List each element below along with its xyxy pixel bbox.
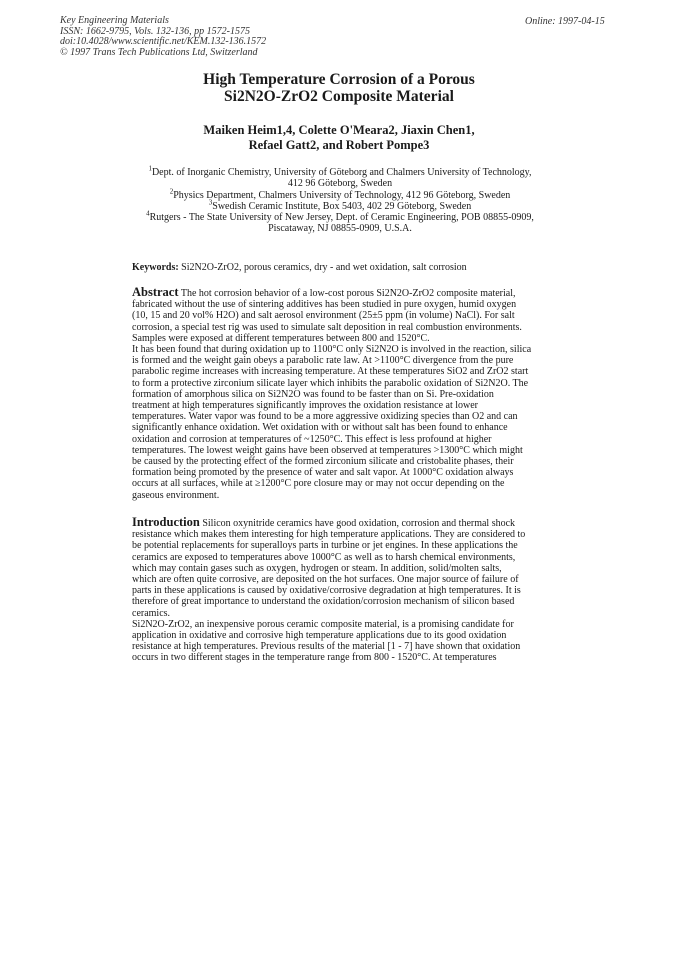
abstract-line: be caused by the protecting effect of the formed zirconium silicate and cristobalite phases, their <box>132 456 514 468</box>
affiliation-1-cont: 412 96 Göteborg, Sweden <box>287 178 393 190</box>
introduction-line: parts in these applications is caused by oxidative/corrosive degradation at high temperatures. It is <box>132 585 521 597</box>
abstract-line: formation being promoted by the presence of water and salt vapor. At 1000°C oxidation always <box>132 467 514 479</box>
keywords-text: Si2N2O-ZrO2, porous ceramics, dry - and wet oxidation, salt corrosion <box>181 262 467 273</box>
issn-line: ISSN: 1662-9795, Vols. 132-136, pp 1572-1575 <box>60 25 250 37</box>
title-line-1: High Temperature Corrosion of a Porous <box>203 71 475 88</box>
introduction-line: therefore of great importance to understand the oxidation/corrosion mechanism of silicon based <box>132 596 515 608</box>
abstract-line: It has been found that during oxidation up to 1100°C only Si2N2O is involved in the reaction, silica <box>132 344 532 356</box>
abstract-line: fabricated without the use of sintering additives has been studied in pure oxygen, humid oxygen <box>132 299 517 311</box>
online-date: Online: 1997-04-15 <box>525 16 605 27</box>
affiliation-4-cont: Piscataway, NJ 08855-0909, U.S.A. <box>268 223 412 235</box>
introduction-line: resistance at high temperatures. Previous results of the material [1 - 7] have shown that oxidation <box>132 641 521 653</box>
journal-name: Key Engineering Materials <box>60 15 169 26</box>
introduction-line: application in oxidative and corrosive high temperature applications due to its good oxidation <box>132 630 507 642</box>
affiliation-mark: 4 <box>146 209 150 218</box>
introduction-line: be potential replacements for superalloys parts in turbine or jet engines. In these applications the <box>132 540 518 552</box>
introduction-line: which may contain gases such as oxygen, hydrogen or steam. In addition, solid/molten salts, <box>132 562 502 574</box>
abstract-line: occurs at all surfaces, while at ≥1200°C pore closure may or may not occur depending on the <box>132 478 505 490</box>
abstract-line: treatment at high temperatures significantly improves the oxidation resistance at lower <box>132 400 479 412</box>
keywords-label: Keywords: <box>132 262 179 273</box>
authors-line-2: Refael Gatt2, and Robert Pompe3 <box>248 138 430 152</box>
abstract-line: corrosion, a special test rig was used to simulate salt deposition in real combustion environments. <box>132 321 522 333</box>
introduction-line: resistance which makes them interesting for high temperature applications. They are considered to <box>132 529 526 541</box>
abstract-heading: Abstract <box>132 285 179 299</box>
paper-title <box>0 71 678 105</box>
introduction-line: which are often quite corrosive, are deposited on the hot surfaces. One major source of failure of <box>132 574 519 586</box>
introduction-line: ceramics. <box>132 607 171 619</box>
affiliation-2: $^2$Physics Department, Chalmers University of Technology, 412 96 Göteborg, Sweden <box>169 187 511 201</box>
abstract-line: significantly enhance oxidation. Wet oxidation with or without salt has been found to enhance <box>132 422 508 434</box>
affiliation-mark: 3 <box>208 198 213 207</box>
introduction-line: ceramics are exposed to temperatures above 1000°C as well as to harsh chemical environments, <box>132 551 516 563</box>
title-line-2: Si2N2O-ZrO2 Composite Material <box>224 88 454 105</box>
keywords <box>132 262 467 273</box>
abstract-line: oxidation and corrosion at temperatures of ~1250°C. This effect is less profound at higher <box>132 433 492 445</box>
abstract-line: to form a protective zirconium silicate layer which inhibits the parabolic oxidation of Si2N2O. The <box>132 377 529 389</box>
abstract-line: formation of amorphous silica on Si2N2O was found to be faster than on Si. Pre-oxidation <box>132 388 494 400</box>
abstract-line: Abstract The hot corrosion behavior of a low-cost porous Si2N2O-ZrO2 composite material, <box>132 285 516 299</box>
abstract-line: gaseous environment. <box>132 489 220 501</box>
affiliation-3: $^3$Swedish Ceramic Institute, Box 5403, 402 29 Göteborg, Sweden <box>208 198 472 212</box>
affiliation-mark: 1 <box>148 164 152 173</box>
affiliation-1: $^1$Dept. of Inorganic Chemistry, University of Göteborg and Chalmers University of Technology, <box>148 164 532 178</box>
abstract-line: temperatures. The lowest weight gains have been observed at temperatures >1300°C which might <box>132 444 523 456</box>
affiliations <box>110 164 570 235</box>
introduction-section <box>132 517 565 664</box>
abstract-line: is formed and the weight gain obeys a parabolic rate law. At >1100°C divergence from the pure <box>132 355 514 367</box>
abstract-line: parabolic regime increases with increasing temperature. At these temperatures SiO2 and ZrO2 start <box>132 366 529 378</box>
abstract-line: temperatures. Water vapor was found to be a more aggressive oxidizing species than O2 and can <box>132 411 518 423</box>
introduction-heading: Introduction <box>132 515 200 529</box>
abstract-line: (10, 15 and 20 vol% H2O) and salt aerosol environment (25±5 ppm (in volume) NaCl). For salt <box>132 310 515 322</box>
copyright-line: © 1997 Trans Tech Publications Ltd, Switzerland <box>60 46 258 58</box>
affiliation-4: $^4$Rutgers - The State University of New Jersey, Dept. of Ceramic Engineering, POB 08855-0909, <box>146 209 534 224</box>
abstract-section <box>132 287 565 501</box>
journal-header <box>60 16 266 58</box>
abstract-line: Samples were exposed at different temperatures between 800 and 1520°C. <box>132 332 430 344</box>
affiliation-mark: 2 <box>169 187 174 196</box>
authors-line-1: Maiken Heim1,4, Colette O'Meara2, Jiaxin Chen1, <box>203 123 475 137</box>
introduction-line: Introduction Silicon oxynitride ceramics have good oxidation, corrosion and thermal shock <box>132 515 516 529</box>
introduction-line: Si2N2O-ZrO2, an inexpensive porous ceramic composite material, is a promising candidate for <box>132 618 514 630</box>
introduction-line: occurs in two different stages in the temperature range from 800 - 1520°C. At temperatures <box>132 652 497 664</box>
doi-line: doi:10.4028/www.scientific.net/KEM.132-136.1572 <box>60 36 267 48</box>
author-list <box>0 123 678 153</box>
